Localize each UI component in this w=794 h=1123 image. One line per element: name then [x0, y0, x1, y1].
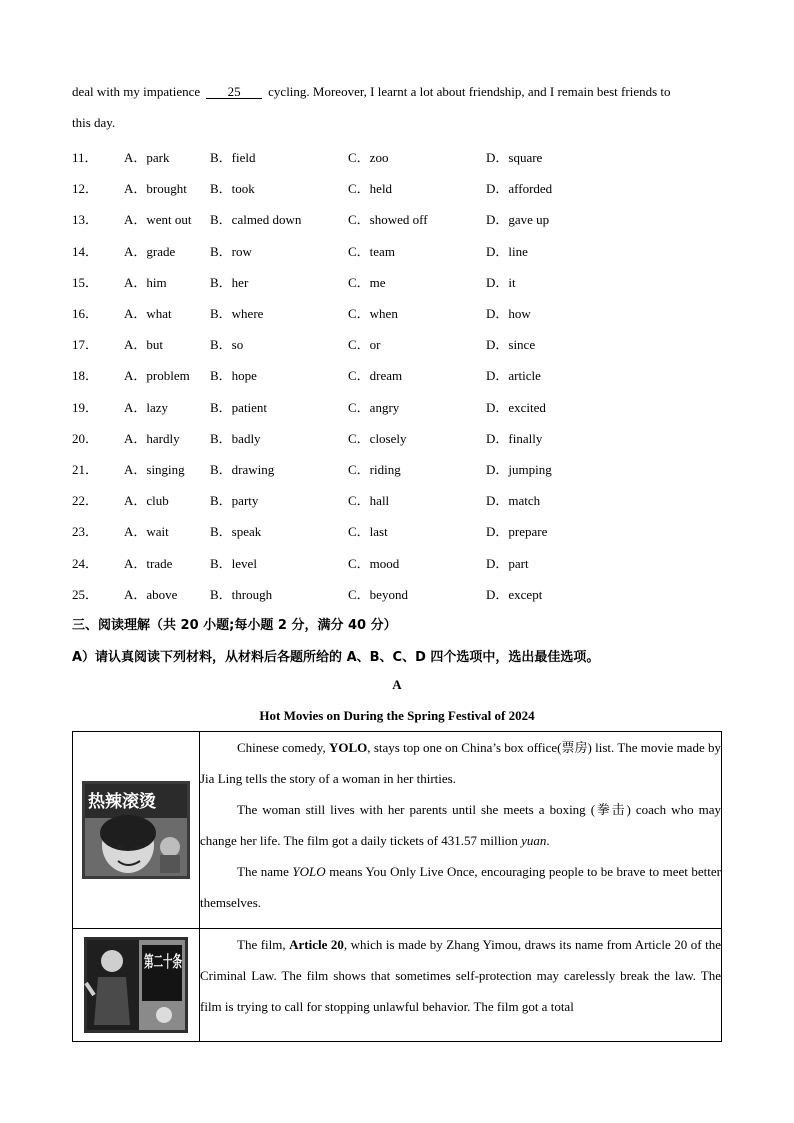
- option-c: C．me: [348, 274, 386, 290]
- option-a: A．hardly: [124, 430, 180, 446]
- option-d: D．since: [486, 337, 536, 353]
- question-number: 19．: [72, 399, 99, 415]
- question-number: 17．: [72, 337, 99, 353]
- yolo-poster-title: 热辣滚烫: [88, 792, 156, 812]
- option-b: B．her: [210, 274, 249, 290]
- option-d: D．square: [486, 150, 543, 165]
- question-row: [72, 178, 632, 196]
- option-b: B．took: [210, 181, 255, 197]
- option-c: C．angry: [348, 399, 400, 415]
- question-number: 21．: [72, 462, 99, 477]
- question-row: [72, 428, 632, 446]
- option-a: A．problem: [124, 368, 190, 384]
- option-c: C．mood: [348, 555, 400, 571]
- option-d: D．jumping: [486, 462, 552, 477]
- article20-p1-post: , which is made by Zhang Yimou, draws its name from Article 20 of the Criminal Law. The film shows that sometimes self-protection may carelessly break the law. The film is trying to call for stopping unlawful behavior. The film got a total: [200, 937, 721, 1014]
- passage-line-1: [72, 84, 671, 100]
- yolo-paragraph-1: [200, 732, 721, 794]
- question-number: 23．: [72, 524, 99, 540]
- option-c: C．when: [348, 306, 398, 321]
- yolo-p2-post: .: [546, 833, 550, 848]
- article20-title-bold: Article 20: [289, 937, 344, 952]
- option-a: A．park: [124, 150, 170, 165]
- question-number: 20．: [72, 430, 99, 446]
- yolo-paragraph-3: [200, 856, 721, 918]
- option-d: D．match: [486, 493, 541, 509]
- option-b: B．badly: [210, 430, 261, 446]
- table-title: Hot Movies on During the Spring Festival of 2024: [259, 708, 535, 723]
- option-d: D．how: [486, 306, 531, 321]
- option-a: A．lazy: [124, 399, 169, 415]
- movie-text-article20: [200, 929, 722, 1042]
- option-b: B．where: [210, 306, 264, 321]
- option-a: A．singing: [124, 462, 185, 477]
- option-a: A．but: [124, 337, 164, 353]
- option-d: D．it: [486, 274, 516, 290]
- article20-poster-title: 第二十条: [144, 952, 182, 971]
- question-row: [72, 147, 632, 165]
- poster-cell-2: [73, 929, 200, 1042]
- text-before-blank: deal with my impatience: [72, 84, 201, 99]
- option-d: D．except: [486, 586, 543, 602]
- text-after-blank: cycling. Moreover, I learnt a lot about friendship, and I remain best friends to: [268, 84, 671, 99]
- question-number: 24．: [72, 555, 99, 571]
- article20-paragraph-1: [200, 929, 721, 1022]
- question-row: [72, 490, 632, 508]
- question-row: [72, 553, 632, 571]
- question-row: [72, 397, 632, 415]
- question-number: 12．: [72, 181, 99, 197]
- option-c: C．closely: [348, 430, 407, 446]
- option-c: C．team: [348, 243, 395, 259]
- option-d: D．finally: [486, 430, 543, 446]
- option-a: A．what: [124, 306, 172, 321]
- option-d: D．excited: [486, 399, 546, 415]
- poster-cell-1: [73, 732, 200, 929]
- option-a: A．grade: [124, 243, 176, 259]
- option-b: B．hope: [210, 368, 257, 384]
- option-d: D．afforded: [486, 181, 553, 197]
- option-b: B．through: [210, 586, 273, 602]
- option-b: B．level: [210, 555, 257, 571]
- option-a: A．brought: [124, 181, 187, 197]
- question-row: [72, 209, 632, 227]
- question-row: [72, 241, 632, 259]
- passage-line-2: this day.: [72, 115, 116, 130]
- yolo-p2-pre: The woman still lives with her parents until she meets a boxing (拳击) coach who may change her life. The film got a daily tickets of 431.57 million: [200, 802, 721, 848]
- question-number: 18．: [72, 368, 99, 384]
- option-c: C．last: [348, 524, 388, 540]
- option-c: C．hall: [348, 493, 390, 509]
- option-b: B．row: [210, 243, 252, 259]
- question-number: 11．: [72, 150, 98, 165]
- movie-row-yolo: [73, 732, 722, 929]
- question-number: 14．: [72, 243, 99, 259]
- option-a: A．him: [124, 274, 167, 290]
- question-row: [72, 303, 632, 321]
- question-number: 15．: [72, 274, 99, 290]
- option-d: D．line: [486, 243, 528, 259]
- option-c: C．dream: [348, 368, 403, 384]
- article20-poster-image: [84, 937, 188, 1033]
- yolo-poster-image: [82, 781, 190, 879]
- question-row: [72, 272, 632, 290]
- option-c: C．showed off: [348, 212, 428, 228]
- movie-text-yolo: [200, 732, 722, 929]
- option-c: C．held: [348, 181, 393, 197]
- question-row: [72, 584, 632, 602]
- movies-table: [72, 731, 722, 1042]
- option-b: B．calmed down: [210, 212, 302, 228]
- blank-25: 25: [206, 86, 262, 99]
- option-a: A．trade: [124, 555, 173, 571]
- option-a: A．went out: [124, 212, 192, 228]
- option-d: D．gave up: [486, 212, 550, 228]
- question-row: [72, 521, 632, 539]
- option-a: A．club: [124, 493, 169, 509]
- option-b: B．party: [210, 493, 259, 509]
- section-heading: 三、阅读理解（共 20 小题;每小题 2 分，满分 40 分）: [72, 618, 397, 633]
- option-b: B．so: [210, 337, 244, 353]
- option-b: B．drawing: [210, 462, 275, 477]
- yolo-paragraph-2: [200, 794, 721, 856]
- yolo-p3-italic: YOLO: [292, 864, 326, 879]
- option-c: C．zoo: [348, 150, 389, 165]
- question-row: [72, 459, 632, 477]
- yolo-p1-post: , stays top one on China’s box office(票房) list. The movie made by Jia Ling tells the story of a woman in her thirties.: [200, 740, 721, 786]
- question-row: [72, 334, 632, 352]
- option-b: B．patient: [210, 399, 268, 415]
- option-b: B．speak: [210, 524, 262, 540]
- question-number: 25．: [72, 586, 99, 602]
- movie-row-article20: [73, 929, 722, 1042]
- option-d: D．prepare: [486, 524, 548, 540]
- question-row: [72, 365, 632, 383]
- yolo-p3-post: means You Only Live Once, encouraging people to be brave to meet better themselves.: [200, 864, 721, 910]
- option-b: B．field: [210, 150, 256, 165]
- option-a: A．above: [124, 586, 178, 602]
- option-c: C．beyond: [348, 586, 408, 602]
- question-number: 16．: [72, 306, 99, 321]
- question-number: 22．: [72, 493, 99, 509]
- option-d: D．part: [486, 555, 529, 571]
- yolo-p1-pre: Chinese comedy,: [237, 740, 329, 755]
- passage-letter: A: [392, 677, 402, 692]
- option-c: C．riding: [348, 462, 401, 477]
- yolo-p3-pre: The name: [237, 864, 293, 879]
- article20-p1-pre: The film,: [237, 937, 290, 952]
- yolo-p2-italic: yuan: [521, 833, 547, 848]
- instruction: A）请认真阅读下列材料，从材料后各题所给的 A、B、C、D 四个选项中，选出最佳选项。: [72, 650, 600, 665]
- option-c: C．or: [348, 337, 381, 353]
- option-d: D．article: [486, 368, 541, 384]
- yolo-title-bold: YOLO: [329, 740, 368, 755]
- option-a: A．wait: [124, 524, 169, 540]
- question-number: 13．: [72, 212, 99, 228]
